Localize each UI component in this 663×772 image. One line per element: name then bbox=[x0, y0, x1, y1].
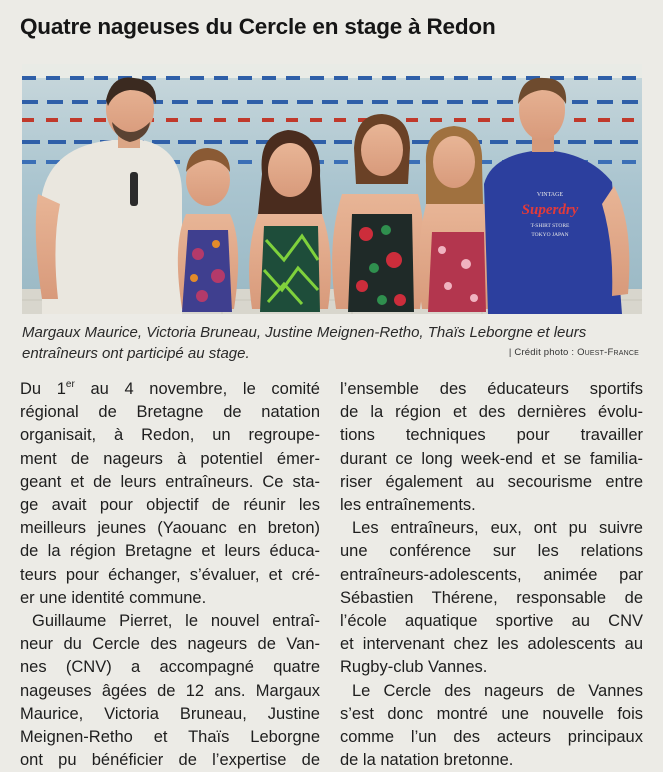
shirt-print-text: Superdry bbox=[521, 202, 579, 218]
caption-line-2: et leurs entraîneurs ont participé au stage. bbox=[22, 324, 587, 362]
text-line: une conférence sur les relations bbox=[340, 542, 643, 561]
text-line: Meignen-Retho et Thaïs Leborgne bbox=[20, 728, 320, 747]
paragraph-2 bbox=[20, 610, 320, 772]
text-line: et intervenant chez les adolescents au bbox=[340, 635, 643, 654]
text-line: Le Cercle des nageurs de Vannes bbox=[352, 681, 643, 700]
text-line: teurs pour échanger, s’évaluer, et cré- bbox=[20, 565, 320, 584]
paragraph-3 bbox=[340, 517, 643, 679]
caption-line-1: Margaux Maurice, Victoria Bruneau, Justine Meignen-Retho, Thaïs Leborgne bbox=[22, 324, 533, 341]
text-line: Rugby-club Vannes. bbox=[340, 658, 488, 677]
text-line: Du 1er au 4 novembre, le comité bbox=[20, 379, 320, 398]
text-line: s’est donc montré une nouvelle fois bbox=[340, 704, 643, 723]
text-line: nes (CNV) a accompagné quatre bbox=[20, 658, 320, 677]
text-line: régional de Bretagne de natation bbox=[20, 403, 320, 422]
text-line: durant ce long week-end et se familia- bbox=[340, 449, 643, 468]
text-line: Maurice, Victoria Bruneau, Justine bbox=[20, 704, 320, 723]
text-line: organisait, à Redon, un regroupe- bbox=[20, 426, 320, 445]
text-line: nageuses âgées de 12 ans. Margaux bbox=[20, 681, 320, 700]
text-line: geant et de leurs entraîneurs. Ce sta- bbox=[20, 472, 320, 491]
shirt-print-text: VINTAGE bbox=[536, 192, 564, 198]
text-line: l’école aquatique sportive au CNV bbox=[340, 612, 643, 631]
text-line: Sébastien Thérene, responsable de bbox=[340, 588, 643, 607]
text-line: de la natation bretonne. bbox=[340, 751, 514, 770]
text-line: de la région Bretagne et leurs éduca- bbox=[20, 542, 320, 561]
text-line: comme l’un des acteurs principaux bbox=[340, 728, 643, 747]
text-line: Guillaume Pierret, le nouvel entraî- bbox=[32, 612, 320, 631]
paragraph-1 bbox=[20, 378, 320, 610]
article-photo bbox=[22, 64, 642, 314]
text-line: de la région et des dernières évolu- bbox=[340, 403, 643, 422]
paragraph-2-continued bbox=[340, 378, 643, 517]
text-line: er une identité commune. bbox=[20, 588, 207, 607]
text-line: ont pu bénéficier de l’expertise de bbox=[20, 751, 320, 770]
paragraph-4 bbox=[340, 680, 643, 772]
text-line: entraîneurs-adolescents, animée par bbox=[340, 565, 643, 584]
text-line: riser également au secourisme entre bbox=[340, 472, 643, 491]
photo-credit-prefix: | Crédit photo : bbox=[508, 347, 578, 358]
text-line: meilleurs jeunes (Yaouanc en breton) bbox=[20, 519, 320, 538]
text-line: Les entraîneurs, eux, ont pu suivre bbox=[352, 519, 643, 538]
article-column-left bbox=[20, 378, 320, 772]
text-line: neur du Cercle des nageurs de Van- bbox=[20, 635, 320, 654]
text-line: tions techniques pour travailler bbox=[340, 426, 643, 445]
text-line: l’ensemble des éducateurs sportifs bbox=[340, 380, 643, 398]
article-column-right bbox=[340, 378, 643, 772]
photo-credit-source: Ouest-France bbox=[577, 347, 639, 358]
shirt-print-text: T-SHIRT STORE bbox=[530, 223, 570, 229]
text-line: les entraînements. bbox=[340, 496, 476, 515]
article-title: Quatre nageuses du Cercle en stage à Redon bbox=[20, 14, 496, 39]
text-line: ge avait pour objectif de réunir les bbox=[20, 496, 320, 515]
shirt-print-text: TOKYO JAPAN bbox=[531, 232, 569, 238]
photo-credit bbox=[509, 347, 639, 358]
text-line: ment de nageurs à potentiel émer- bbox=[20, 449, 320, 468]
